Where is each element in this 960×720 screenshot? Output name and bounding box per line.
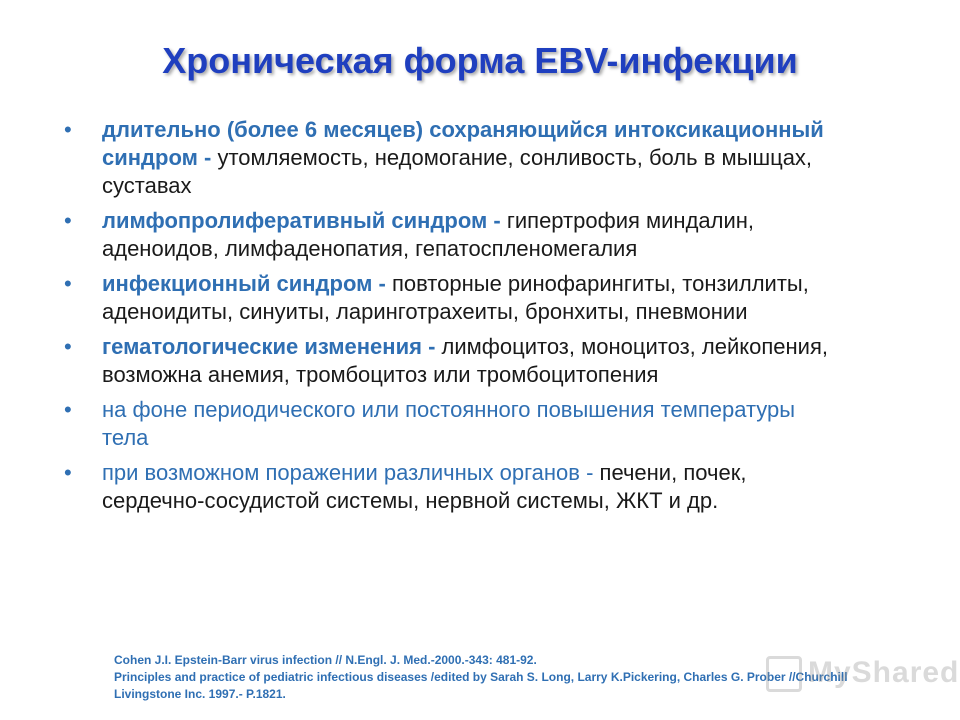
- bullet-item: [64, 396, 834, 452]
- bullet-heading: лимфопролиферативный синдром: [102, 208, 488, 233]
- bullet-text: гипертрофия миндалин, аденоидов, лимфаденопатия, гепатоспленомегалия: [102, 208, 755, 261]
- bullet-heading: длительно (более 6 месяцев) сохраняющийся интоксикационный синдром: [102, 117, 824, 170]
- bullet-separator: -: [372, 271, 392, 296]
- bullet-item: [64, 459, 834, 515]
- reference-item: Cohen J.I. Epstein-Barr virus infection // N.Engl. J. Med.-2000.-343: 481-92.: [114, 653, 537, 667]
- bullet-separator: -: [579, 460, 600, 485]
- bullet-item: [64, 116, 834, 200]
- watermark-text: MyShared: [808, 656, 960, 689]
- watermark-logo: [766, 656, 959, 692]
- bullet-marker: •: [64, 117, 72, 142]
- bullet-marker: •: [64, 334, 72, 359]
- bullet-separator: -: [421, 334, 442, 359]
- bullet-text: печени, почек, сердечно-сосудистой системы, нервной системы, ЖКТ и др.: [102, 460, 747, 513]
- bullet-text: лимфоцитоз, моноцитоз, лейкопения, возможна анемия, тромбоцитоз или тромбоцитопения: [102, 334, 828, 387]
- bullet-text: утомляемость, недомогание, сонливость, боль в мышцах, суставах: [102, 145, 813, 198]
- watermark-icon: [766, 656, 802, 692]
- bullet-item: [64, 333, 834, 389]
- slide-title: Хроническая форма EBV-инфекции: [162, 40, 798, 81]
- bullet-heading: при возможном поражении различных органов: [102, 460, 580, 485]
- bullet-text: повторные ринофарингиты, тонзиллиты, аденоидиты, синуиты, ларинготрахеиты, бронхиты, пневмонии: [102, 271, 809, 324]
- bullet-heading: на фоне периодического или постоянного повышения температуры тела: [102, 397, 796, 450]
- bullet-marker: •: [64, 397, 72, 422]
- bullet-separator: -: [487, 208, 507, 233]
- bullet-heading: гематологические изменения: [102, 334, 422, 359]
- bullet-list: [64, 116, 834, 522]
- bullet-separator: -: [197, 145, 218, 170]
- bullet-marker: •: [64, 460, 72, 485]
- bullet-heading: инфекционный синдром: [102, 271, 373, 296]
- bullet-marker: •: [64, 271, 72, 296]
- bullet-item: [64, 207, 834, 263]
- reference-item: Principles and practice of pediatric infectious diseases /edited by Sarah S. Long, Larry K.Pickering, Charles G. Prober //Churchill Livingstone Inc. 1997.- P.1821.: [114, 670, 848, 701]
- bullet-item: [64, 270, 834, 326]
- bullet-marker: •: [64, 208, 72, 233]
